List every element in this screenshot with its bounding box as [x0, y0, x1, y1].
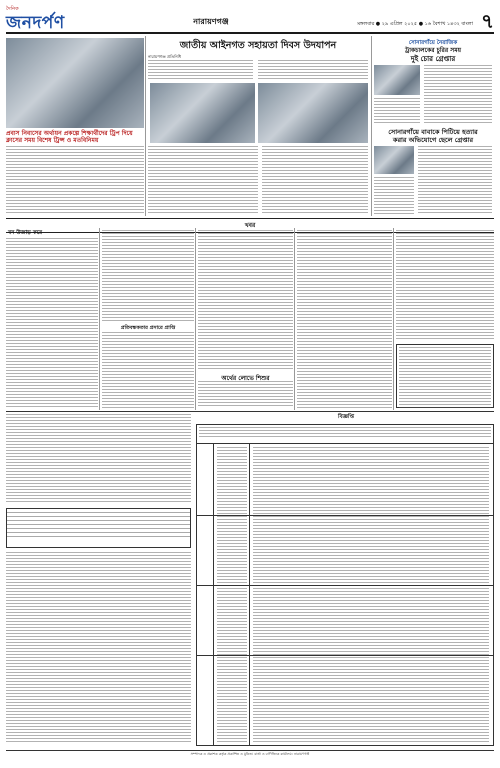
col3-body	[198, 381, 293, 408]
left-story-headline-2: ক্লাসের সময় বিশেষ ট্রিপ্স ও মতবিনিময়	[6, 137, 99, 144]
masthead	[6, 4, 494, 34]
page-number: ৭	[480, 9, 494, 33]
notice-table	[196, 424, 494, 746]
col1-headline: বন উজাড় করে	[8, 230, 42, 236]
mid-right-body-1	[418, 146, 492, 214]
news-section-bar: খবর	[6, 218, 494, 233]
lead-headline: জাতীয় আইনগত সহায়তা দিবস উদযাপন	[179, 40, 337, 51]
left-story-body	[6, 146, 144, 214]
left-story-headline-1: প্রবাস নিবাসের অর্থায়ন প্রকল্পে শিক্ষার্থীদের ট্রিপ দিয়ে	[6, 130, 133, 137]
col1-body	[6, 238, 98, 408]
mid-right-headline-2: করার অভিযোগে ছেলে গ্রেপ্তার	[392, 136, 474, 144]
notice-box-small	[396, 344, 494, 408]
masthead-logo	[6, 6, 65, 32]
footer-text: সম্পাদক ও প্রকাশক কর্তৃক প্রকাশিত ও মুদ্রিত। বার্তা ও বাণিজ্যিক কার্যালয়: নারায়ণগঞ্জ	[190, 752, 310, 756]
section-name: নারায়ণগঞ্জ	[193, 17, 229, 26]
col2-headline: প্রতিবন্ধকতার প্রসারে প্রাপ্তি	[120, 325, 176, 331]
left-story-photo	[6, 38, 144, 128]
top-right-body-2	[374, 98, 420, 125]
col2-body	[102, 332, 194, 408]
col4-body	[297, 230, 392, 408]
notice-title: বিজ্ঞপ্তি	[338, 414, 354, 420]
masthead-daily: দৈনিক	[6, 6, 19, 12]
lead-photo-1	[150, 83, 255, 143]
issue-date: মঙ্গলবার ● ২৯ এপ্রিল ২০২৫ ● ১৬ বৈশাখ ১৪৩২ বাংলা	[357, 21, 473, 27]
top-right-headline-3: দুই চোর গ্রেপ্তার	[410, 55, 456, 63]
left-notice-table	[6, 508, 191, 548]
mid-right-photo	[374, 146, 414, 174]
lead-body-2	[258, 60, 368, 80]
lead-body-3	[148, 146, 258, 214]
top-right-body-1	[424, 65, 492, 125]
masthead-name: জনদর্পণ	[6, 13, 65, 33]
top-right-headline-1: সোনারগাঁয়ে নৈরাজিক	[408, 40, 458, 46]
lead-byline: নারায়ণগঞ্জ প্রতিনিধি	[148, 54, 182, 59]
col3-headline: অর্থের লোভে শিশুর	[221, 375, 270, 382]
top-right-headline-2: ট্রাকচালকের চুরির সময়	[404, 47, 462, 54]
col5-body	[396, 230, 494, 340]
lead-body-4	[262, 146, 368, 214]
top-right-photo	[374, 65, 420, 95]
mid-right-headline-1: সোনারগাঁয়ে বাবাকে পিটিয়ে হত্যার	[388, 128, 478, 136]
col3-body-top	[198, 230, 293, 370]
mid-right-body-2	[374, 177, 414, 214]
lead-photo-2	[258, 83, 368, 143]
col2-body-top	[102, 230, 194, 322]
left-notice-column	[6, 414, 191, 744]
lead-body-1	[148, 60, 253, 80]
